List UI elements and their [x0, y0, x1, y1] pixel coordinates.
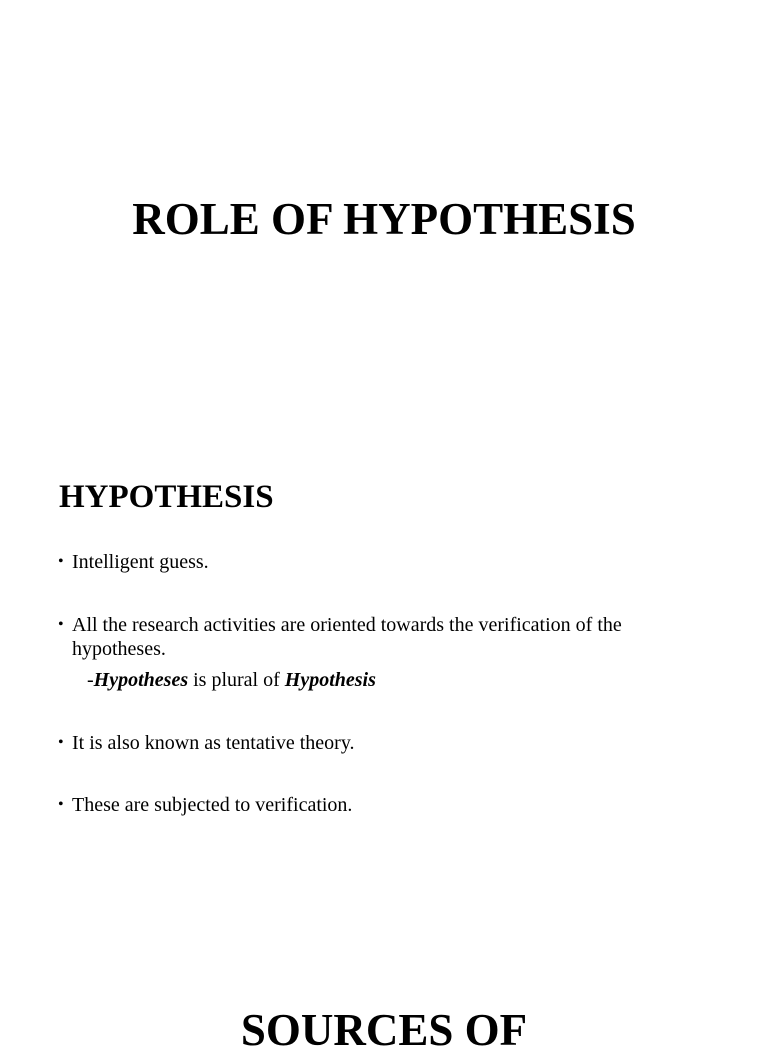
sub-note-middle: is plural of	[188, 669, 285, 691]
bullet-text: It is also known as tentative theory.	[72, 732, 355, 754]
list-item	[58, 793, 698, 817]
sub-note-dash: -	[87, 669, 94, 691]
list-item	[58, 550, 698, 574]
bullet-icon: •	[58, 734, 64, 751]
bullet-text: Intelligent guess.	[72, 551, 209, 573]
sub-note-term-singular: Hypothesis	[284, 669, 376, 691]
sub-note-term-plural: Hypotheses	[93, 669, 189, 691]
bullet-text: All the research activities are oriented towards the verification of the hypotheses.	[72, 614, 622, 660]
page-title: ROLE OF HYPOTHESIS	[132, 194, 636, 244]
section-heading: HYPOTHESIS	[59, 479, 274, 515]
list-item	[58, 731, 698, 755]
sub-note	[87, 668, 376, 692]
bullet-icon: •	[58, 553, 64, 570]
bullet-icon: •	[58, 616, 64, 633]
bullet-icon: •	[58, 796, 64, 813]
next-slide-title: SOURCES OF	[240, 1005, 528, 1055]
bullet-text: These are subjected to verification.	[72, 794, 353, 816]
list-item	[58, 613, 698, 661]
